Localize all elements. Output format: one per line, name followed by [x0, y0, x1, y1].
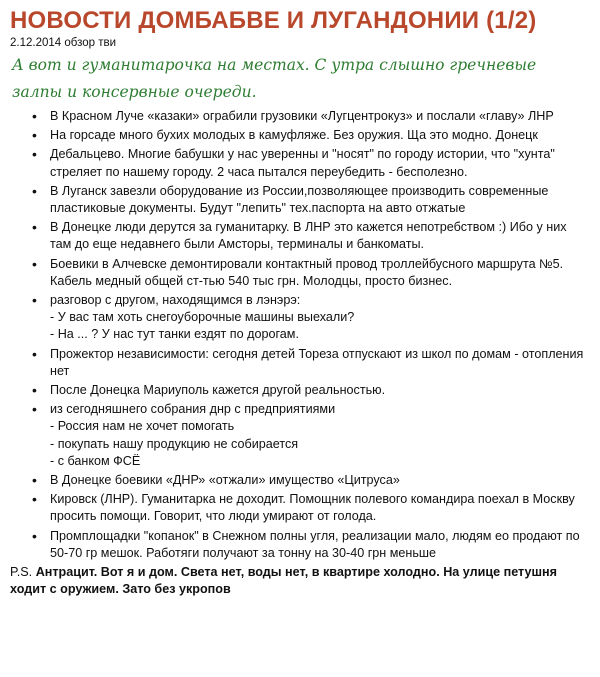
- list-item: [32, 345, 592, 380]
- list-item-text: После Донецка Мариуполь кажется другой реальностью.: [50, 383, 386, 398]
- list-item-text: В Луганск завезли оборудование из России,позволяющее производить современные пластиковые документы. Будут "лепить" тех.паспорта на авто отжатые: [50, 183, 549, 216]
- list-item-subline: - У вас там хоть снегоуборочные машины выехали?: [50, 310, 355, 325]
- bullet-icon: •: [32, 401, 37, 418]
- bullet-icon: •: [32, 472, 37, 489]
- bullet-icon: •: [32, 345, 37, 362]
- bullet-icon: •: [32, 255, 37, 272]
- subtitle: А вот и гуманитарочка на местах. С утра слышно гречневые залпы и консервные очереди.: [12, 56, 537, 101]
- bullet-icon: •: [32, 382, 37, 399]
- list-item: [32, 108, 592, 125]
- list-item-subline: - покупать нашу продукцию не собирается: [50, 436, 299, 451]
- list-item-text: Прожектор независимости: сегодня детей Тореза отпускают из школ по домам - отопления нет: [50, 346, 584, 378]
- list-item-text: Дебальцево. Многие бабушки у нас уверенны и "носят" по городу истории, что "хунта" стреляет по нашему городу. 2 часа пытался переубедить - бесполезно.: [50, 147, 555, 179]
- news-list: [10, 108, 592, 562]
- list-item: [32, 472, 592, 489]
- bullet-icon: •: [32, 491, 37, 508]
- list-item-subline: - На ... ? У нас тут танки ездят по дорогам.: [50, 327, 299, 342]
- list-item-text: В Донецке люди дерутся за гуманитарку. В ЛНР это кажется непотребством :) Ибо у них там до еще недавнего были Амсторы, терминалы и банкоматы.: [50, 220, 567, 252]
- list-item-text: Промплощадки "копанок" в Снежном полны угля, реализации мало, людям ео продают по 50-70 гр мешок. Работяги получают за тонну на 30-40 грн меньше: [50, 528, 580, 560]
- list-item: [32, 401, 592, 470]
- list-item: [32, 527, 592, 562]
- list-item-text: Кировск (ЛНР). Гуманитарка не доходит. Помощник полевого командира поехал в Москву просить помощи. Говорит, что люди умирают от голода.: [50, 492, 575, 524]
- list-item-text: Боевики в Алчевске демонтировали контактный провод троллейбусного маршрута №5. Кабель медный общей ст-тью 540 тыс грн. Молодцы, просто бизнес.: [50, 256, 564, 288]
- list-item: [32, 146, 592, 180]
- list-item: [32, 255, 592, 290]
- list-item: [32, 292, 592, 344]
- bullet-icon: •: [32, 292, 37, 309]
- list-item: [32, 382, 592, 399]
- bullet-icon: •: [32, 108, 37, 124]
- list-item-text: В Красном Луче «казаки» ограбили грузовики «Лугцентрокуз» и послали «главу» ЛНР: [50, 109, 554, 123]
- list-item: [32, 127, 592, 144]
- bullet-icon: •: [32, 219, 37, 236]
- list-item-text: разговор с другом, находящимся в лэнэрэ:: [50, 293, 301, 308]
- list-item-text: из сегодняшнего собрания днр с предприятиями: [50, 402, 336, 417]
- postscript-label: P.S.: [10, 565, 36, 580]
- list-item: [32, 182, 592, 217]
- dateline: 2.12.2014 обзор тви: [10, 37, 117, 49]
- list-item-text: В Донецке боевики «ДНР» «отжали» имущество «Цитруса»: [50, 473, 400, 488]
- postscript: [10, 564, 592, 598]
- list-item: [32, 491, 592, 525]
- list-item-subline: - с банком ФСЁ: [50, 453, 141, 468]
- bullet-icon: •: [32, 127, 37, 144]
- page-title: НОВОСТИ ДОМБАБВЕ И ЛУГАНДОНИИ (1/2): [10, 7, 537, 34]
- list-item: [32, 219, 592, 253]
- list-item-subline: - Россия нам не хочет помогать: [50, 419, 235, 434]
- postscript-text: Антрацит. Вот я и дом. Света нет, воды нет, в квартире холодно. На улице петушня ходит с оружием. Зато без укропов: [10, 565, 557, 597]
- bullet-icon: •: [32, 182, 37, 199]
- bullet-icon: •: [32, 146, 37, 163]
- bullet-icon: •: [32, 527, 37, 544]
- list-item-text: На горсаде много бухих молодых в камуфляже. Без оружия. Ща это модно. Донецк: [50, 128, 538, 143]
